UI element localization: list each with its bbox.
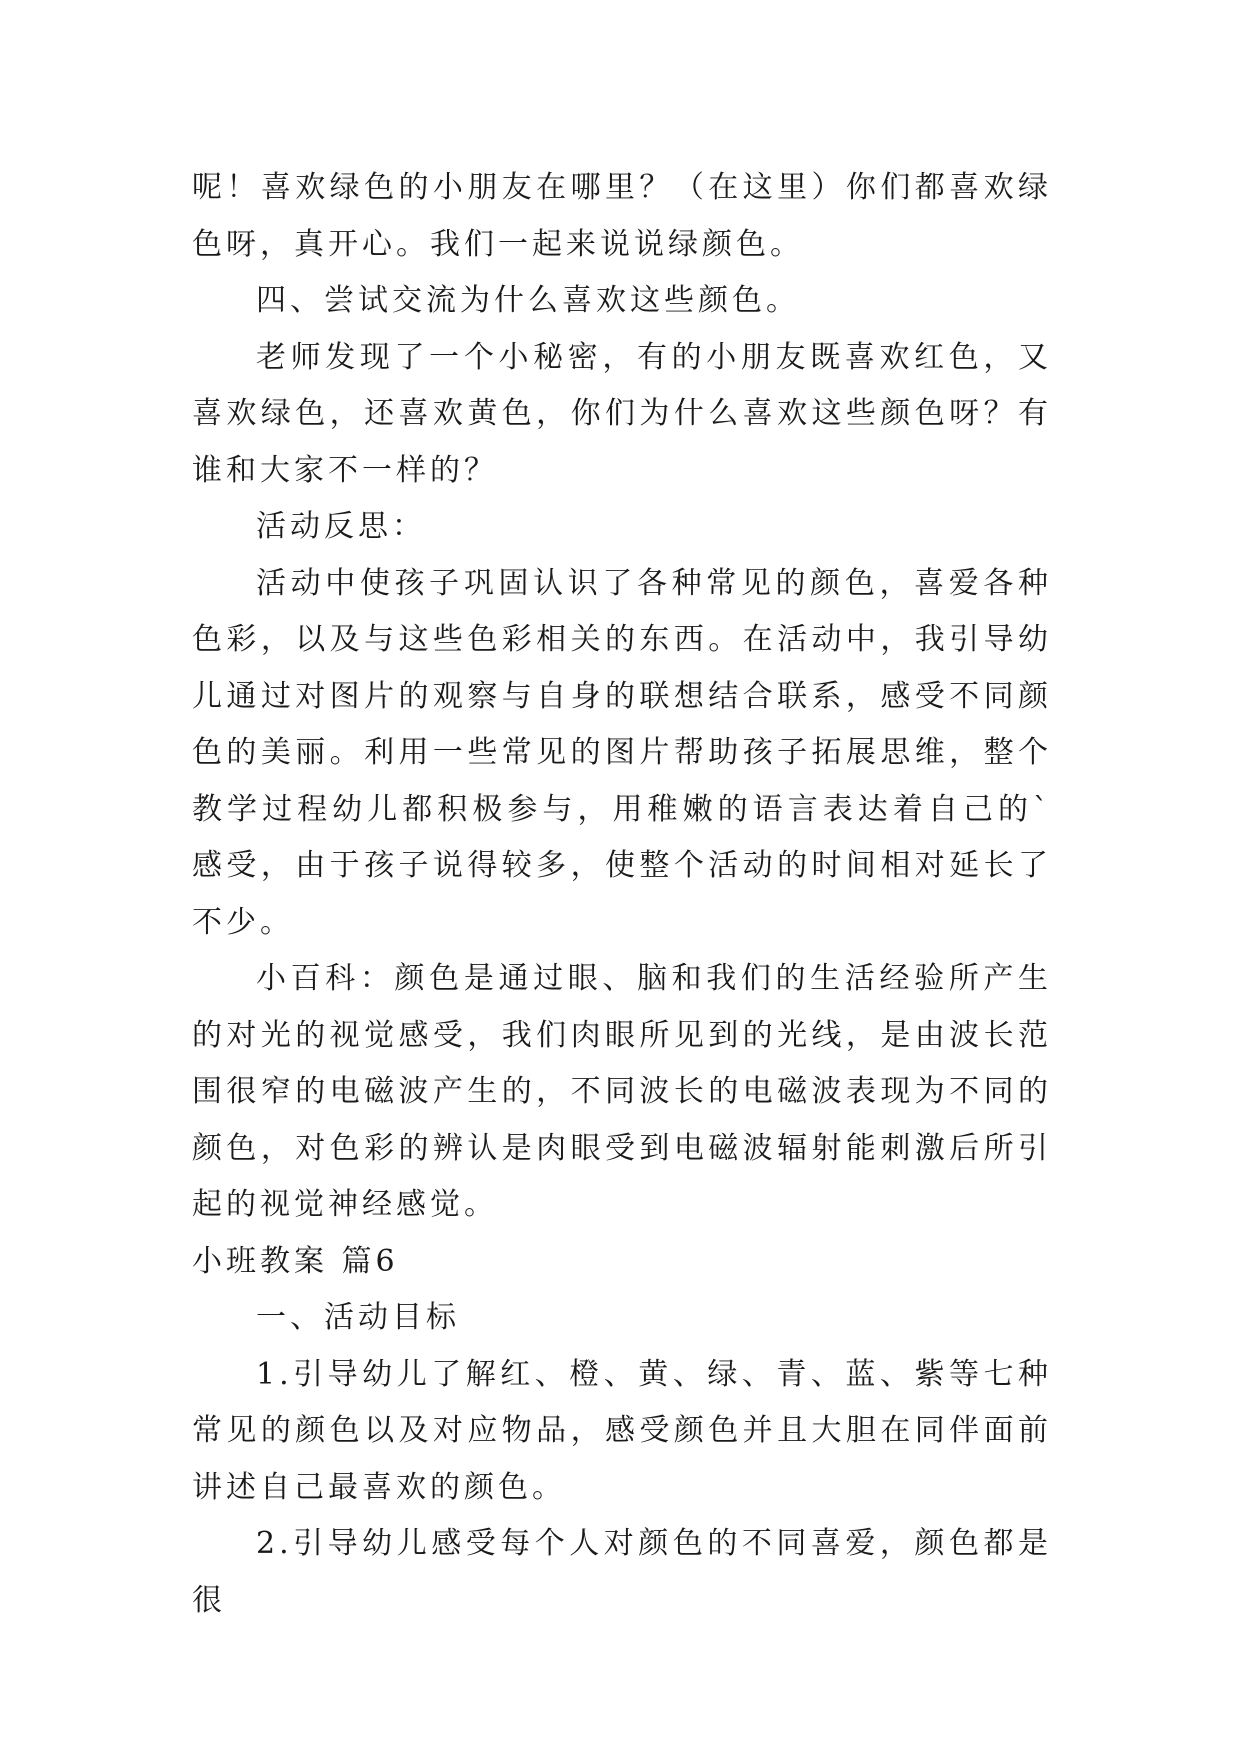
- paragraph-encyclopedia: 小百科：颜色是通过眼、脑和我们的生活经验所产生的对光的视觉感受，我们肉眼所见到的光线，是由波长范围很窄的电磁波产生的，不同波长的电磁波表现为不同的颜色，对色彩的辨认是肉眼受到电磁波辐射能刺激后所引起的视觉神经感觉。: [192, 961, 1052, 1222]
- goal-item-1: 1.引导幼儿了解红、橙、黄、绿、青、蓝、紫等七种常见的颜色以及对应物品，感受颜色并且大胆在同伴面前讲述自己最喜欢的颜色。: [192, 1356, 1052, 1505]
- paragraph-green-color: 呢！喜欢绿色的小朋友在哪里？（在这里）你们都喜欢绿色呀，真开心。我们一起来说说绿颜色。: [192, 170, 1052, 262]
- paragraph-teacher-secret: 老师发现了一个小秘密，有的小朋友既喜欢红色，又喜欢绿色，还喜欢黄色，你们为什么喜欢这些颜色呀？有谁和大家不一样的？: [192, 339, 1052, 488]
- heading-activity-goals: 一、活动目标: [256, 1300, 460, 1335]
- section-heading-discuss-colors: 四、尝试交流为什么喜欢这些颜色。: [256, 283, 800, 318]
- lesson-plan-title: 小班教案 篇6: [192, 1243, 399, 1279]
- goal-item-2: 2.引导幼儿感受每个人对颜色的不同喜爱，颜色都是很: [192, 1526, 1052, 1618]
- paragraph-reflection: 活动中使孩子巩固认识了各种常见的颜色，喜爱各种色彩，以及与这些色彩相关的东西。在活动中，我引导幼儿通过对图片的观察与自身的联想结合联系，感受不同颜色的美丽。利用一些常见的图片帮助孩子拓展思维，整个教学过程幼儿都积极参与，用稚嫩的语言表达着自己的`感受，由于孩子说得较多，使整个活动的时间相对延长了不少。: [192, 565, 1052, 940]
- document-body: [192, 160, 1052, 1629]
- heading-activity-reflection: 活动反思：: [256, 509, 426, 544]
